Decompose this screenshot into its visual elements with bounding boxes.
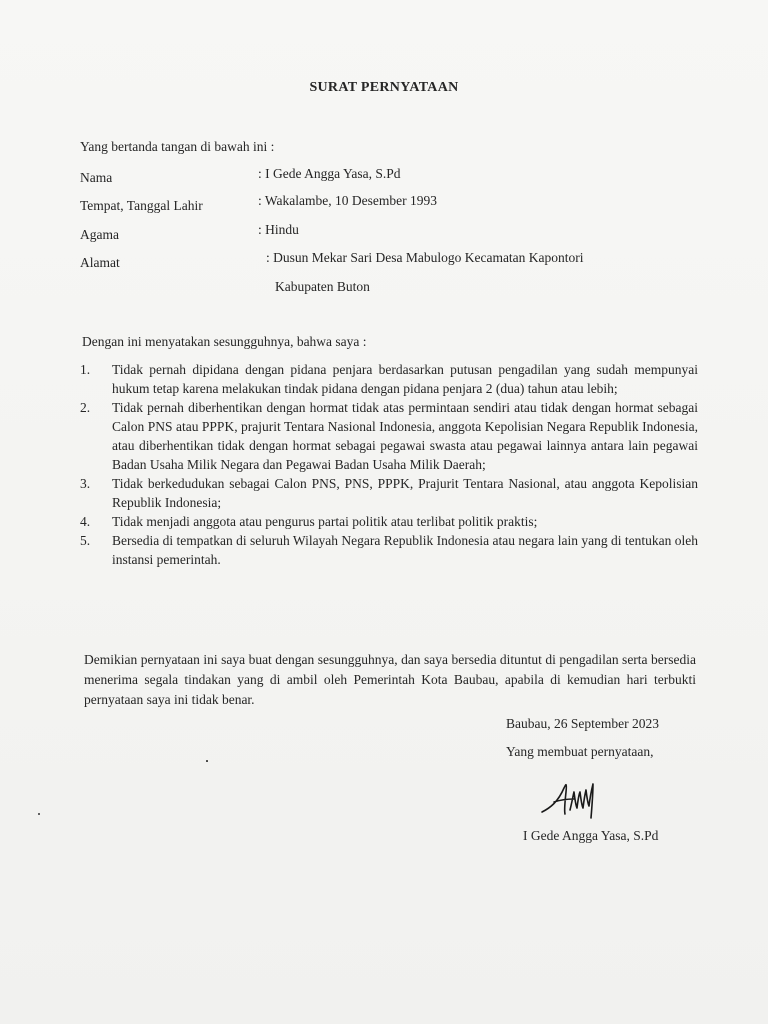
agama-label: Agama <box>80 227 119 242</box>
document-title: SURAT PERNYATAAN <box>309 80 459 95</box>
list-item-number: 2. <box>80 400 91 415</box>
list-item-number: 5. <box>80 533 91 548</box>
alamat-label: Alamat <box>80 255 120 270</box>
agama-value: : Hindu <box>258 222 299 237</box>
scan-speck <box>38 813 40 815</box>
ttl-label: Tempat, Tanggal Lahir <box>80 198 203 213</box>
scan-speck <box>206 760 208 762</box>
list-item-number: 3. <box>80 476 91 491</box>
list-item-text: Tidak pernah dipidana dengan pidana penjara berdasarkan putusan pengadilan yang sudah mempunyai hukum tetap karena melakukan tindak pidana dengan pidana penjara 2 (dua) tahun atau lebih; <box>112 362 698 396</box>
ttl-value: : Wakalambe, 10 Desember 1993 <box>258 193 437 208</box>
list-item-text: Tidak menjadi anggota atau pengurus partai politik atau terlibat politik praktis; <box>112 514 538 529</box>
alamat-value-line2: Kabupaten Buton <box>275 279 370 294</box>
closing-paragraph: Demikian pernyataan ini saya buat dengan sesungguhnya, dan saya bersedia dituntut di pengadilan serta bersedia menerima segala tindakan yang di ambil oleh Pemerintah Kota Baubau, apabila di kemudian hari terbukti pernyataan saya ini tidak benar. <box>84 652 696 707</box>
signer-name: I Gede Angga Yasa, S.Pd <box>523 828 659 843</box>
list-item <box>80 360 698 398</box>
list-item <box>80 398 698 474</box>
signature-image <box>536 772 616 824</box>
intro-text: Yang bertanda tangan di bawah ini : <box>80 139 275 154</box>
statement-intro: Dengan ini menyatakan sesungguhnya, bahwa saya : <box>82 334 367 349</box>
list-item <box>80 474 698 512</box>
alamat-value-line1: : Dusun Mekar Sari Desa Mabulogo Kecamatan Kapontori <box>266 250 584 265</box>
list-item <box>80 531 698 569</box>
list-item-text: Tidak pernah diberhentikan dengan hormat tidak atas permintaan sendiri atau tidak dengan hormat sebagai Calon PNS atau PPPK, prajurit Tentara Nasional Indonesia, anggota Kepolisian Negara Republik Indonesia, atau diberhentikan tidak dengan hormat sebagai pegawai swasta atau pegawai lainnya antara lain pegawai Badan Usaha Milik Negara dan Pegawai Badan Usaha Milik Daerah; <box>112 400 698 472</box>
list-item-text: Bersedia di tempatkan di seluruh Wilayah Negara Republik Indonesia atau negara lain yang di tentukan oleh instansi pemerintah. <box>112 533 698 567</box>
list-item <box>80 512 698 531</box>
nama-value: : I Gede Angga Yasa, S.Pd <box>258 166 401 181</box>
signer-label: Yang membuat pernyataan, <box>506 744 654 759</box>
nama-label: Nama <box>80 170 113 185</box>
place-date: Baubau, 26 September 2023 <box>506 716 659 731</box>
statement-list <box>80 360 698 569</box>
list-item-text: Tidak berkedudukan sebagai Calon PNS, PNS, PPPK, Prajurit Tentara Nasional, atau anggota Kepolisian Republik Indonesia; <box>112 476 698 510</box>
list-item-number: 4. <box>80 514 91 529</box>
list-item-number: 1. <box>80 362 91 377</box>
